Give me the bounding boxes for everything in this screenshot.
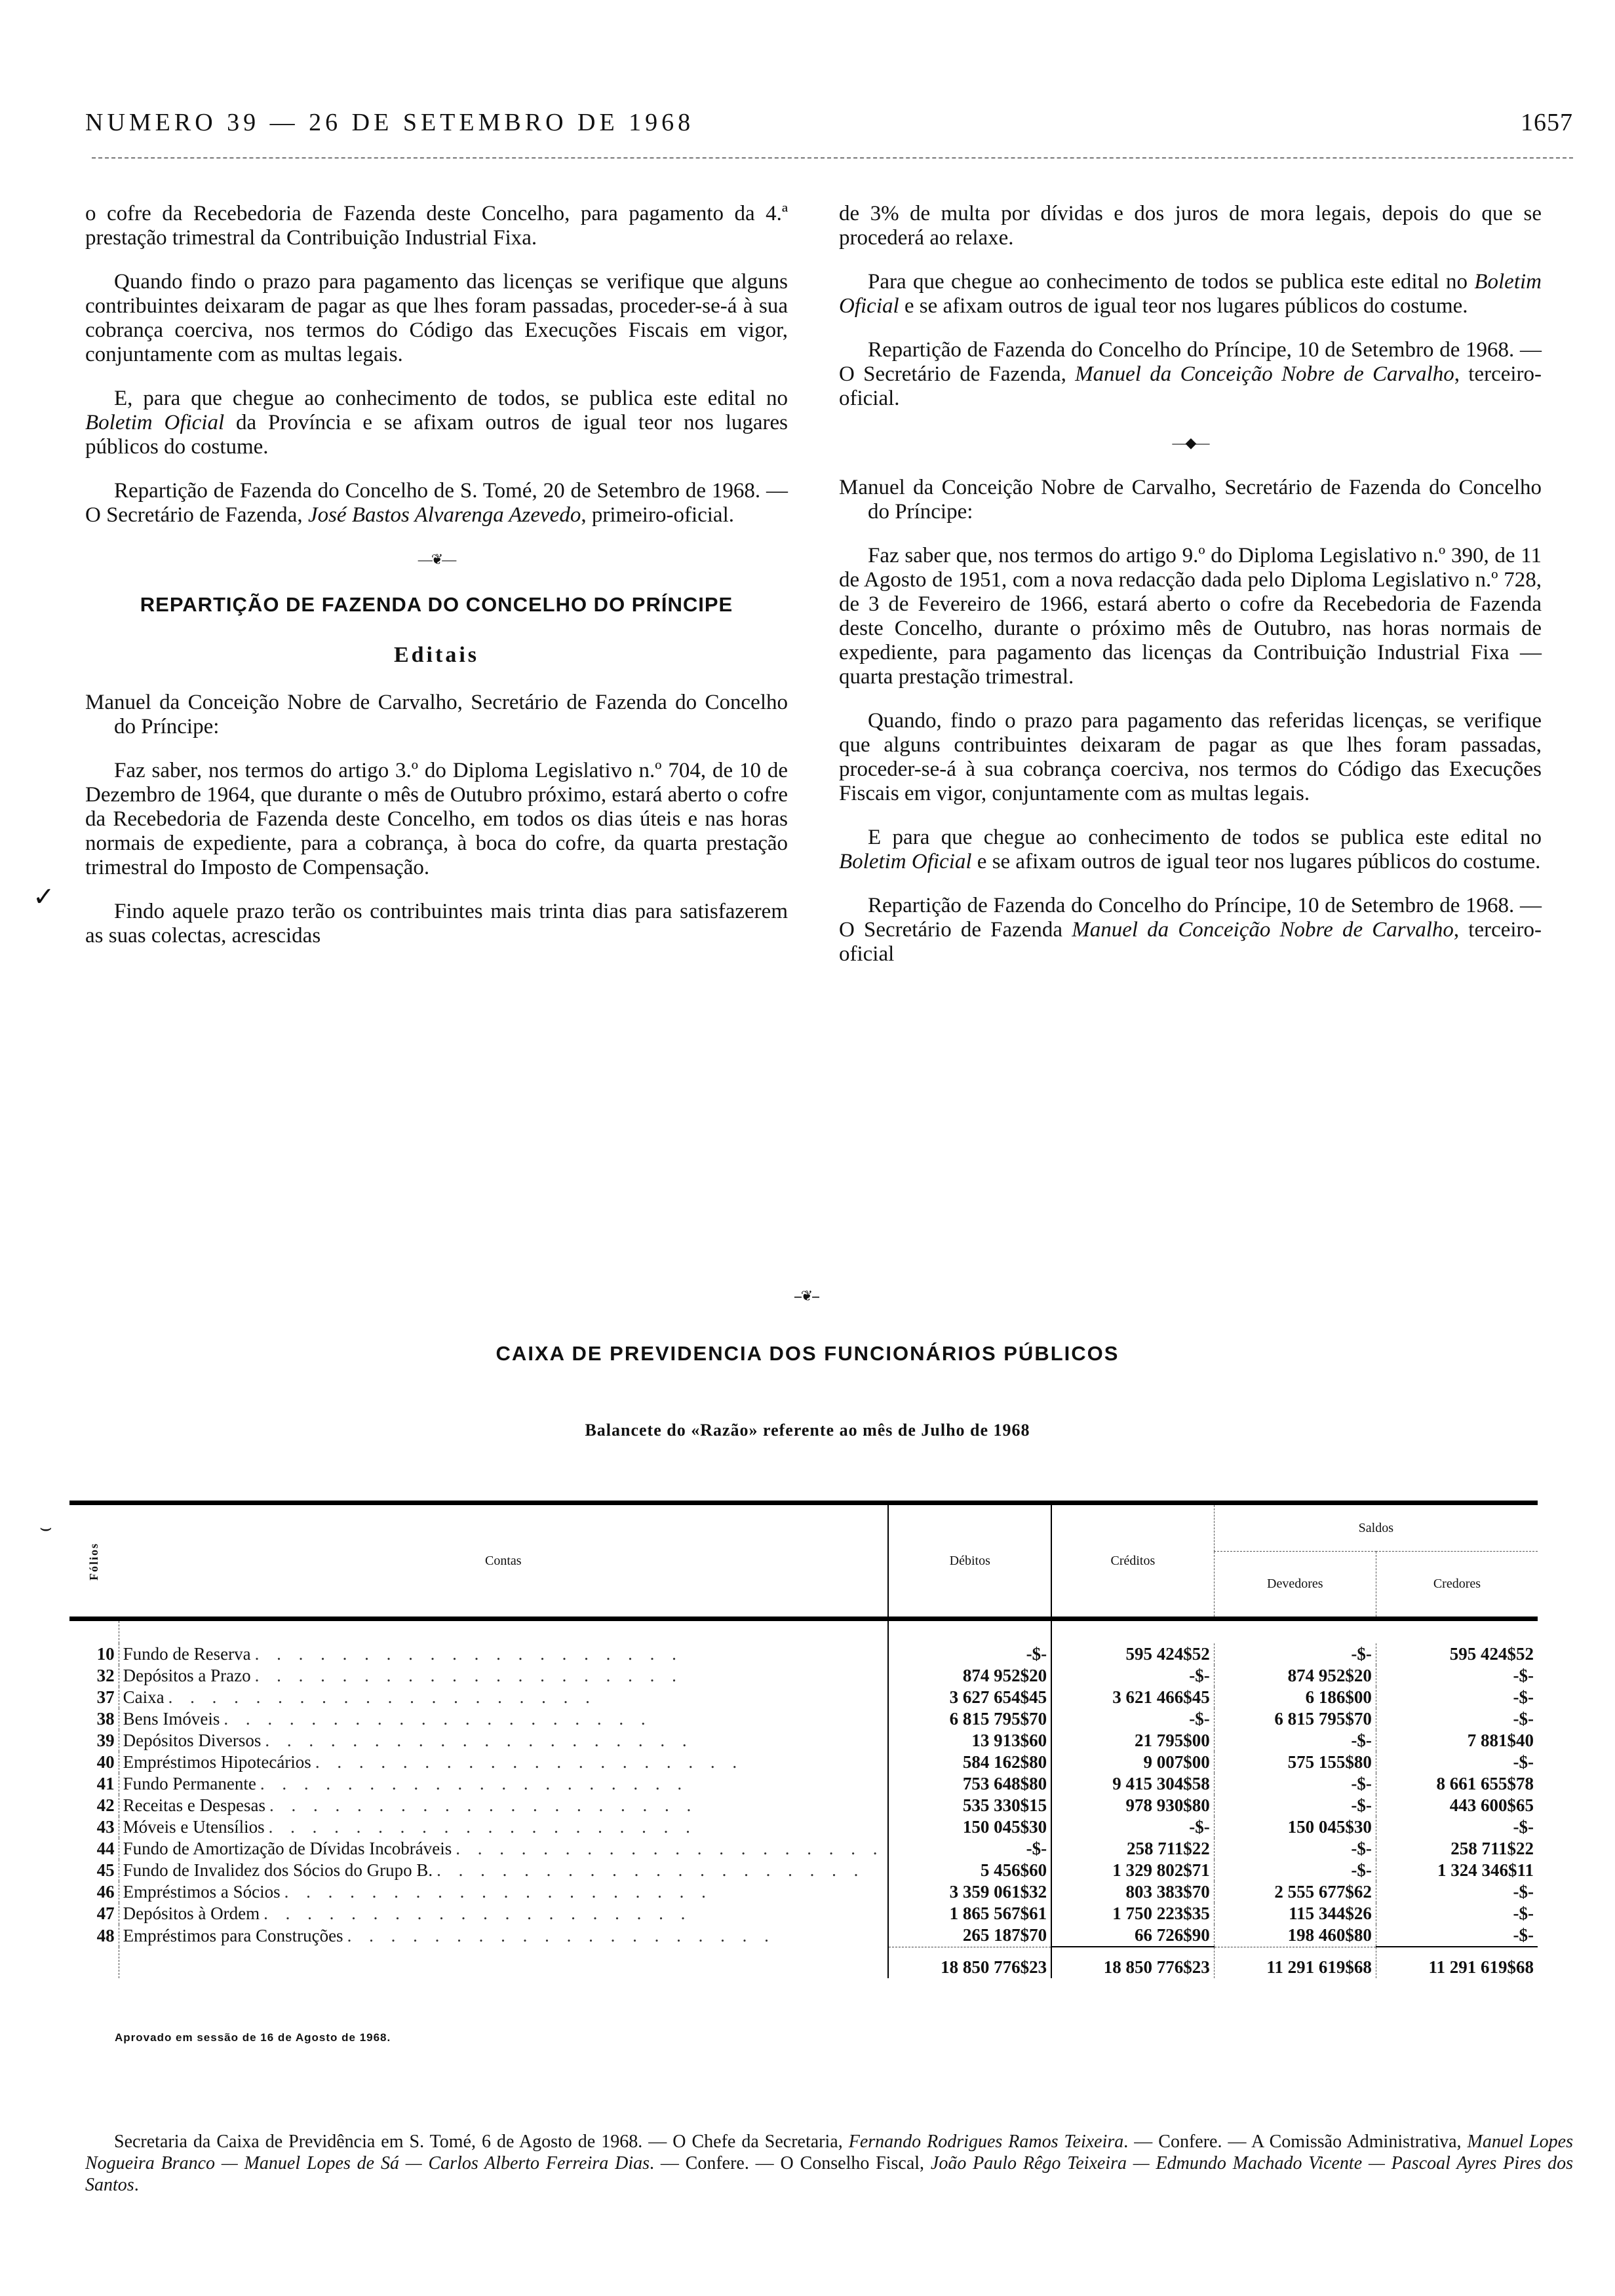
creditos-value: -$-	[1051, 1665, 1214, 1687]
debitos-value: 13 913$60	[888, 1730, 1051, 1751]
publication-name: Boletim Oficial	[839, 270, 1542, 318]
account-name	[119, 1860, 888, 1881]
creditos-value: 21 795$00	[1051, 1730, 1214, 1751]
balancete-table	[69, 1501, 1538, 1978]
devedores-value: -$-	[1214, 1730, 1376, 1751]
creditos-value: 978 930$80	[1051, 1795, 1214, 1816]
edict-intro: Manuel da Conceição Nobre de Carvalho, Secretário de Fazenda do Concelho do Príncipe:	[839, 476, 1542, 524]
account-name	[119, 1665, 888, 1687]
devedores-value: 115 344$26	[1214, 1903, 1376, 1924]
leader-dots: . . . . . . . . . . . . . . . . . . . .	[263, 1904, 692, 1923]
table-row	[69, 1751, 1538, 1773]
account-label: Fundo de Amortização de Dívidas Incobráveis	[123, 1839, 456, 1858]
debitos-value: 3 627 654$45	[888, 1687, 1051, 1708]
folio-number: 43	[69, 1816, 119, 1838]
header-divider	[92, 157, 1573, 159]
issue-title: NUMERO 39 — 26 DE SETEMBRO DE 1968	[85, 109, 695, 136]
col-header-devedores: Devedores	[1214, 1552, 1376, 1619]
margin-tick-mark: ⌣	[39, 1517, 52, 1539]
signatory-name: José Bastos Alvarenga Azevedo	[307, 503, 581, 527]
credores-value: -$-	[1376, 1816, 1538, 1838]
account-label: Fundo Permanente	[123, 1774, 260, 1793]
creditos-value: 3 621 466$45	[1051, 1687, 1214, 1708]
section-heading: REPARTIÇÃO DE FAZENDA DO CONCELHO DO PRÍNCIPE	[140, 593, 733, 616]
col-header-credores: Credores	[1376, 1552, 1538, 1619]
debitos-value: -$-	[888, 1838, 1051, 1860]
left-column	[85, 202, 788, 968]
debitos-value: -$-	[888, 1643, 1051, 1665]
publication-name: Boletim Oficial	[839, 850, 972, 873]
account-name	[119, 1816, 888, 1838]
ornament-divider: —❦—	[418, 551, 456, 567]
table-row	[69, 1643, 1538, 1665]
table-row	[69, 1730, 1538, 1751]
creditos-value: 595 424$52	[1051, 1643, 1214, 1665]
account-label: Móveis e Utensílios	[123, 1817, 269, 1837]
creditos-value: 9 415 304$58	[1051, 1773, 1214, 1795]
account-name	[119, 1643, 888, 1665]
signatory-name: João Paulo Rêgo Teixeira — Edmundo Machado Vicente — Pascoal Ayres Pires dos Santos	[85, 2153, 1574, 2195]
leader-dots: . . . . . . . . . . . . . . . . . . . .	[265, 1731, 693, 1750]
account-label: Empréstimos para Construções	[123, 1926, 347, 1945]
folio-number: 42	[69, 1795, 119, 1816]
leader-dots: . . . . . . . . . . . . . . . . . . . .	[269, 1795, 698, 1815]
debitos-value: 753 648$80	[888, 1773, 1051, 1795]
signatory-name: Manuel Lopes Nogueira Branco — Manuel Lopes de Sá — Carlos Alberto Ferreira Dias	[85, 2132, 1573, 2173]
caixa-title: CAIXA DE PREVIDENCIA DOS FUNCIONÁRIOS PÚBLICOS	[496, 1342, 1119, 1365]
leader-dots: . . . . . . . . . . . . . . . . . . . .	[347, 1925, 775, 1945]
credores-value: -$-	[1376, 1881, 1538, 1903]
devedores-value: -$-	[1214, 1795, 1376, 1816]
signatory-name: Fernando Rodrigues Ramos Teixeira	[848, 2132, 1124, 2152]
table-row	[69, 1687, 1538, 1708]
leader-dots: . . . . . . . . . . . . . . . . . . . .	[456, 1839, 884, 1858]
signature-paragraph: Repartição de Fazenda do Concelho do Príncipe, 10 de Setembro de 1968. — O Secretário de Fazenda, Manuel da Conceição Nobre de Carvalho, terceiro-oficial.	[839, 338, 1542, 410]
account-label: Fundo de Invalidez dos Sócios do Grupo B.	[123, 1860, 437, 1880]
debitos-value: 265 187$70	[888, 1924, 1051, 1947]
page-header	[85, 108, 1573, 147]
paragraph: Faz saber que, nos termos do artigo 9.º do Diploma Legislativo n.º 390, de 11 de Agosto de 1951, com a nova redacção dada pelo Diploma Legislativo n.º 728, de 3 de Fevereiro de 1966, estará aberto o cofre da Recebedoria de Fazenda deste Concelho, durante o próximo mês de Outubro, nas horas normais de expediente, para pagamento das licenças da Contribuição Industrial Fixa — quarta prestação trimestral.	[839, 544, 1542, 689]
credores-value: -$-	[1376, 1903, 1538, 1924]
account-label: Empréstimos Hipotecários	[123, 1752, 315, 1772]
devedores-value: 6 815 795$70	[1214, 1708, 1376, 1730]
totals-label-blank	[119, 1947, 888, 1978]
account-label: Bens Imóveis	[123, 1709, 224, 1729]
leader-dots: . . . . . . . . . . . . . . . . . . . .	[254, 1666, 683, 1685]
credores-value: -$-	[1376, 1687, 1538, 1708]
balancete-subtitle: Balancete do «Razão» referente ao mês de Julho de 1968	[585, 1421, 1030, 1440]
account-name	[119, 1773, 888, 1795]
col-header-saldos: Saldos	[1214, 1503, 1538, 1552]
table-row	[69, 1708, 1538, 1730]
credores-value: 443 600$65	[1376, 1795, 1538, 1816]
debitos-value: 874 952$20	[888, 1665, 1051, 1687]
account-label: Receitas e Despesas	[123, 1795, 269, 1815]
debitos-value: 3 359 061$32	[888, 1881, 1051, 1903]
leader-dots: . . . . . . . . . . . . . . . . . . . .	[260, 1774, 689, 1793]
leader-dots: . . . . . . . . . . . . . . . . . . . .	[254, 1644, 683, 1664]
publication-name: Boletim Oficial	[85, 411, 225, 434]
signature-paragraph: Repartição de Fazenda do Concelho do Príncipe, 10 de Setembro de 1968. — O Secretário de Fazenda Manuel da Conceição Nobre de Carvalho, terceiro-oficial	[839, 894, 1542, 966]
account-label: Depósitos à Ordem	[123, 1904, 263, 1923]
devedores-value: 6 186$00	[1214, 1687, 1376, 1708]
devedores-value: -$-	[1214, 1643, 1376, 1665]
paragraph: o cofre da Recebedoria de Fazenda deste Concelho, para pagamento da 4.ª prestação trimestral da Contribuição Industrial Fixa.	[85, 202, 788, 250]
leader-dots: . . . . . . . . . . . . . . . . . . . .	[268, 1817, 697, 1837]
account-name	[119, 1730, 888, 1751]
folio-number: 41	[69, 1773, 119, 1795]
folio-number: 46	[69, 1881, 119, 1903]
creditos-value: 258 711$22	[1051, 1838, 1214, 1860]
folio-number: 37	[69, 1687, 119, 1708]
total-devedores: 11 291 619$68	[1214, 1947, 1376, 1978]
margin-check-mark: ✓	[33, 882, 55, 911]
table-row	[69, 1903, 1538, 1924]
folio-number: 40	[69, 1751, 119, 1773]
leader-dots: . . . . . . . . . . . . . . . . . . . .	[315, 1752, 744, 1772]
credores-value: -$-	[1376, 1924, 1538, 1947]
approval-note: Aprovado em sessão de 16 de Agosto de 1968.	[115, 2031, 391, 2044]
col-header-creditos: Créditos	[1051, 1503, 1214, 1619]
debitos-value: 5 456$60	[888, 1860, 1051, 1881]
folio-number: 32	[69, 1665, 119, 1687]
devedores-value: 2 555 677$62	[1214, 1881, 1376, 1903]
debitos-value: 535 330$15	[888, 1795, 1051, 1816]
paragraph: de 3% de multa por dívidas e dos juros de mora legais, depois do que se procederá ao relaxe.	[839, 202, 1542, 250]
credores-value: 8 661 655$78	[1376, 1773, 1538, 1795]
credores-value: 258 711$22	[1376, 1838, 1538, 1860]
devedores-value: 150 045$30	[1214, 1816, 1376, 1838]
credores-value: -$-	[1376, 1665, 1538, 1687]
creditos-value: 66 726$90	[1051, 1924, 1214, 1947]
account-name	[119, 1687, 888, 1708]
debitos-value: 584 162$80	[888, 1751, 1051, 1773]
table-row	[69, 1838, 1538, 1860]
table-row	[69, 1881, 1538, 1903]
folio-blank	[69, 1947, 119, 1978]
paragraph: Quando findo o prazo para pagamento das licenças se verifique que alguns contribuintes deixaram de pagar as que lhes foram passadas, proceder-se-á à sua cobrança coerciva, nos termos do Código das Execuções Fiscais em vigor, conjuntamente com as multas legais.	[85, 270, 788, 366]
right-column	[839, 202, 1542, 986]
creditos-value: 9 007$00	[1051, 1751, 1214, 1773]
devedores-value: -$-	[1214, 1838, 1376, 1860]
folio-number: 45	[69, 1860, 119, 1881]
account-name	[119, 1708, 888, 1730]
credores-value: -$-	[1376, 1708, 1538, 1730]
credores-value: 1 324 346$11	[1376, 1860, 1538, 1881]
signatory-name: Manuel da Conceição Nobre de Carvalho	[1072, 918, 1454, 942]
account-label: Depósitos a Prazo	[123, 1666, 255, 1685]
folio-number: 44	[69, 1838, 119, 1860]
devedores-value: 198 460$80	[1214, 1924, 1376, 1947]
creditos-value: 803 383$70	[1051, 1881, 1214, 1903]
account-name	[119, 1795, 888, 1816]
devedores-value: -$-	[1214, 1860, 1376, 1881]
credores-value: 595 424$52	[1376, 1643, 1538, 1665]
ornament-divider: --❦--	[794, 1288, 819, 1304]
folio-number: 39	[69, 1730, 119, 1751]
paragraph: Findo aquele prazo terão os contribuintes mais trinta dias para satisfazerem as suas colectas, acrescidas	[85, 900, 788, 947]
section-subheading: Editais	[393, 643, 480, 667]
paragraph: Quando, findo o prazo para pagamento das referidas licenças, se verifique que alguns contribuintes deixaram de pagar as que lhes foram passadas, proceder-se-á à sua cobrança coerciva, nos termos do Código das Execuções Fiscais em vigor, conjuntamente com as multas legais.	[839, 709, 1542, 805]
leader-dots: . . . . . . . . . . . . . . . . . . . .	[168, 1687, 596, 1707]
edict-intro: Manuel da Conceição Nobre de Carvalho, Secretário de Fazenda do Concelho do Príncipe:	[85, 691, 788, 738]
creditos-value: -$-	[1051, 1816, 1214, 1838]
debitos-value: 150 045$30	[888, 1816, 1051, 1838]
account-label: Fundo de Reserva	[123, 1644, 255, 1664]
leader-dots: . . . . . . . . . . . . . . . . . . . .	[224, 1709, 652, 1729]
leader-dots: . . . . . . . . . . . . . . . . . . . .	[284, 1882, 712, 1902]
account-name	[119, 1838, 888, 1860]
col-header-folios: Fólios	[69, 1503, 119, 1619]
account-label: Caixa	[123, 1687, 168, 1707]
total-debitos: 18 850 776$23	[888, 1947, 1051, 1978]
total-credores: 11 291 619$68	[1376, 1947, 1538, 1978]
paragraph: Faz saber, nos termos do artigo 3.º do Diploma Legislativo n.º 704, de 10 de Dezembro de 1964, que durante o mês de Outubro próximo, estará aberto o cofre da Recebedoria de Fazenda deste Concelho, em todos os dias úteis e nas horas normais de expediente, para a cobrança, à boca do cofre, da quarta prestação trimestral do Imposto de Compensação.	[85, 759, 788, 879]
account-label: Empréstimos a Sócios	[123, 1882, 284, 1902]
signoff-block: Secretaria da Caixa de Previdência em S. Tomé, 6 de Agosto de 1968. — O Chefe da Secretaria, Fernando Rodrigues Ramos Teixeira. — Confere. — A Comissão Administrativa, Manuel Lopes Nogueira Branco — Manuel Lopes de Sá — Carlos Alberto Ferreira Dias. — Confere. — O Conselho Fiscal, João Paulo Rêgo Teixeira — Edmundo Machado Vicente — Pascoal Ayres Pires dos Santos.	[85, 2132, 1574, 2195]
table-row	[69, 1924, 1538, 1947]
devedores-value: 575 155$80	[1214, 1751, 1376, 1773]
debitos-value: 1 865 567$61	[888, 1903, 1051, 1924]
page-number: 1657	[1521, 109, 1573, 136]
table-row	[69, 1773, 1538, 1795]
ornament-divider: —◆—	[1172, 434, 1209, 451]
account-name	[119, 1751, 888, 1773]
col-header-debitos: Débitos	[888, 1503, 1051, 1619]
creditos-value: 1 750 223$35	[1051, 1903, 1214, 1924]
credores-value: -$-	[1376, 1751, 1538, 1773]
table-row	[69, 1795, 1538, 1816]
table-row	[69, 1816, 1538, 1838]
signature-paragraph: Repartição de Fazenda do Concelho de S. Tomé, 20 de Setembro de 1968. — O Secretário de Fazenda, José Bastos Alvarenga Azevedo, primeiro-oficial.	[85, 479, 788, 527]
folio-number: 48	[69, 1924, 119, 1947]
creditos-value: 1 329 802$71	[1051, 1860, 1214, 1881]
folio-number: 38	[69, 1708, 119, 1730]
account-name	[119, 1924, 888, 1947]
folio-number: 10	[69, 1643, 119, 1665]
devedores-value: 874 952$20	[1214, 1665, 1376, 1687]
folio-number: 47	[69, 1903, 119, 1924]
table-row	[69, 1665, 1538, 1687]
leader-dots: . . . . . . . . . . . . . . . . . . . .	[437, 1860, 865, 1880]
paragraph: Para que chegue ao conhecimento de todos se publica este edital no Boletim Oficial e se afixam outros de igual teor nos lugares públicos do costume.	[839, 270, 1542, 318]
paragraph: E, para que chegue ao conhecimento de todos, se publica este edital no Boletim Oficial da Província e se afixam outros de igual teor nos lugares públicos do costume.	[85, 387, 788, 459]
debitos-value: 6 815 795$70	[888, 1708, 1051, 1730]
devedores-value: -$-	[1214, 1773, 1376, 1795]
col-header-contas: Contas	[119, 1503, 888, 1619]
credores-value: 7 881$40	[1376, 1730, 1538, 1751]
account-name	[119, 1903, 888, 1924]
account-label: Depósitos Diversos	[123, 1731, 265, 1750]
signatory-name: Manuel da Conceição Nobre de Carvalho	[1075, 362, 1454, 386]
creditos-value: -$-	[1051, 1708, 1214, 1730]
total-creditos: 18 850 776$23	[1051, 1947, 1214, 1978]
totals-row	[69, 1947, 1538, 1978]
paragraph: E para que chegue ao conhecimento de todos se publica este edital no Boletim Oficial e se afixam outros de igual teor nos lugares públicos do costume.	[839, 826, 1542, 873]
account-name	[119, 1881, 888, 1903]
table-row	[69, 1860, 1538, 1881]
